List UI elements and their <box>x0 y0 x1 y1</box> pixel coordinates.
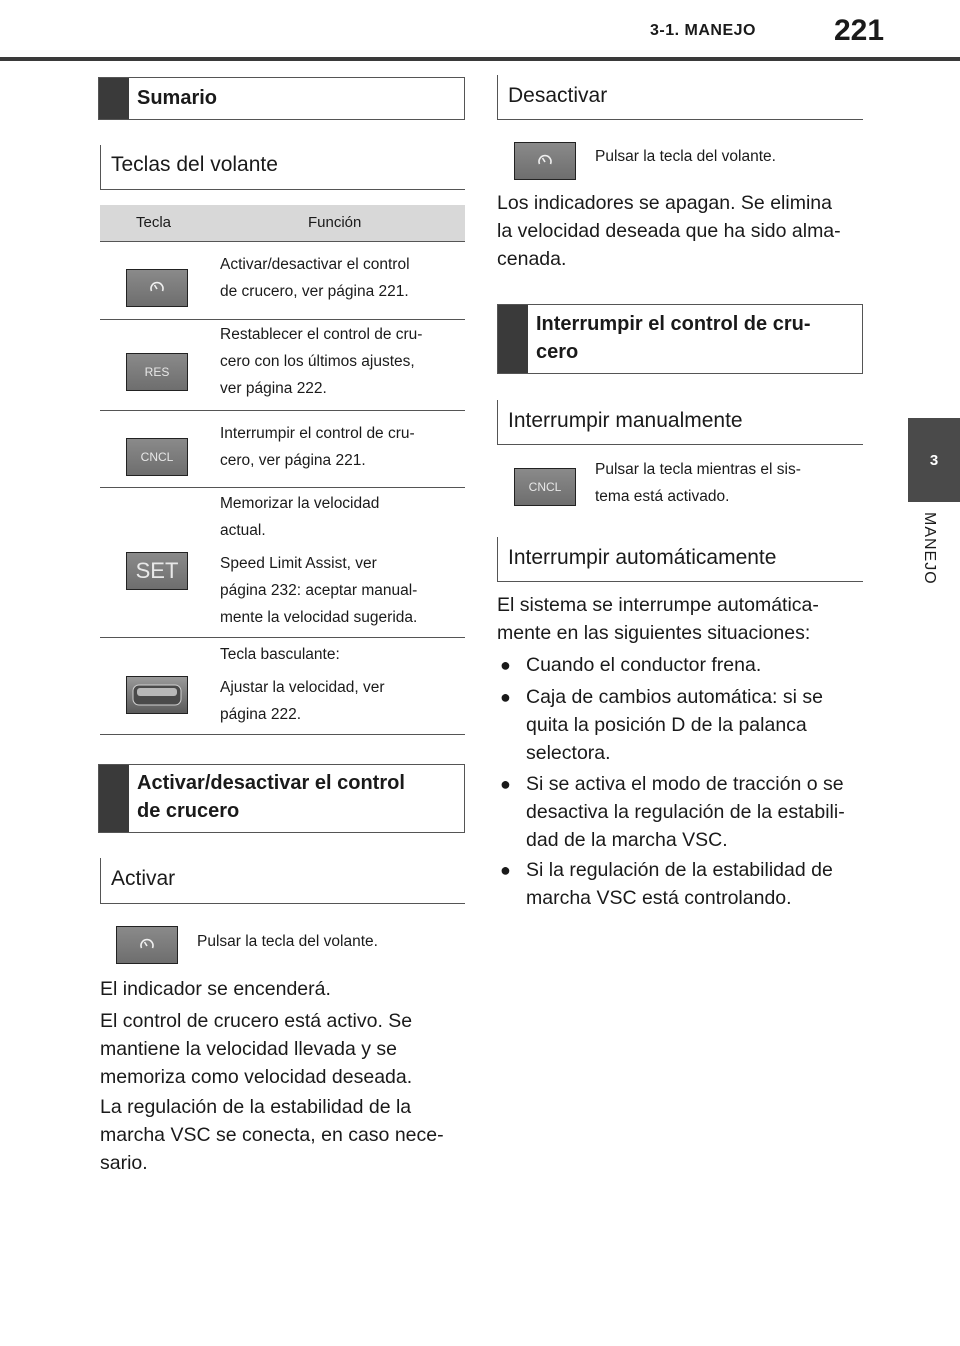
section-title: 3-1. MANEJO <box>650 22 756 39</box>
cell-line: Tecla basculante: <box>220 646 340 663</box>
list-item <box>500 651 845 679</box>
auto-intro <box>497 591 863 647</box>
paragraph-line: El sistema se interrumpe automática- <box>497 594 819 616</box>
interrupt-box <box>497 304 863 374</box>
table-cell-function <box>220 251 465 305</box>
cell-line: cero con los últimos ajustes, <box>220 353 415 370</box>
table-cell-function <box>220 420 465 474</box>
cell-line: Interrumpir el control de cru- <box>220 425 415 442</box>
paragraph <box>100 975 465 1003</box>
bullet-line: ● Si la regulación de la estabilidad de <box>526 859 833 881</box>
bullet-line: ● Caja de cambios automática: si se <box>526 686 823 708</box>
cell-line: Restablecer el control de cru- <box>220 326 423 343</box>
title-line: Interrumpir el control de cru- <box>536 313 811 335</box>
cncl-key <box>126 438 188 476</box>
set-key-label: SET <box>135 558 179 583</box>
col-header-key: Tecla <box>136 214 172 231</box>
auto-heading <box>497 537 863 582</box>
rocker-key <box>126 676 188 714</box>
cell-line: página 222. <box>220 706 302 723</box>
deactivate-title: Desactivar <box>508 84 608 107</box>
box-accent-bar <box>498 305 528 373</box>
bullet-line: desactiva la regulación de la estabili- <box>526 801 845 823</box>
table-cell-function <box>220 641 465 728</box>
paragraph-line: Los indicadores se apagan. Se elimina <box>497 192 832 214</box>
table-cell-function <box>220 490 465 631</box>
paragraph-line: mente en las siguientes situaciones: <box>497 622 811 644</box>
title-line: Activar/desactivar el control <box>137 772 405 794</box>
activate-heading <box>100 858 465 904</box>
interrupt-title <box>536 310 810 366</box>
paragraph-line: marcha VSC se conecta, en caso nece- <box>100 1124 444 1146</box>
paragraph-line: El indicador se encenderá. <box>100 978 331 1000</box>
paragraph <box>100 1007 465 1091</box>
instruction-line: tema está activado. <box>595 488 730 505</box>
title-line: de crucero <box>137 800 240 822</box>
bullet-line: dad de la marcha VSC. <box>526 829 728 851</box>
paragraph-line: El control de crucero está activo. Se <box>100 1010 413 1032</box>
cell-line: actual. <box>220 522 266 539</box>
row-divider <box>100 319 465 320</box>
res-key <box>126 353 188 391</box>
deactivate-key <box>514 142 576 180</box>
title-line: cero <box>536 341 579 363</box>
bullet-line: marcha VSC está controlando. <box>526 887 792 909</box>
manual-cncl-key-label: CNCL <box>528 480 562 494</box>
chapter-label: MANEJO <box>921 512 938 585</box>
table-cell-function <box>220 321 465 402</box>
rocker-switch-icon <box>131 682 183 708</box>
col-header-function: Función <box>308 214 362 231</box>
paragraph-line: cenada. <box>497 248 567 270</box>
cncl-key-label: CNCL <box>140 450 174 464</box>
chapter-tab[interactable] <box>908 418 960 502</box>
cell-line: cero, ver página 221. <box>220 452 366 469</box>
header-rule <box>0 57 960 61</box>
cruise-control-key <box>126 269 188 307</box>
paragraph <box>100 1093 465 1177</box>
auto-title: Interrumpir automáticamente <box>508 546 777 569</box>
cruise-control-icon <box>536 152 554 170</box>
manual-title: Interrumpir manualmente <box>508 409 743 432</box>
box-accent-bar <box>99 78 129 119</box>
activate-key <box>116 926 178 964</box>
paragraph-line: la velocidad deseada que ha sido alma- <box>497 220 841 242</box>
deactivate-instruction: Pulsar la tecla del volante. <box>595 148 776 165</box>
row-divider <box>100 734 465 735</box>
bullet-line: quita la posición D de la palanca <box>526 714 807 736</box>
cell-line: página 232: aceptar manual- <box>220 582 418 599</box>
cell-line: Speed Limit Assist, ver <box>220 555 377 572</box>
manual-instruction <box>595 456 801 510</box>
deactivate-paragraph <box>497 189 863 273</box>
row-divider <box>100 637 465 638</box>
res-key-label: RES <box>144 365 170 379</box>
summary-box <box>98 77 465 120</box>
paragraph-line: memoriza como velocidad deseada. <box>100 1066 413 1088</box>
paragraph-line: sario. <box>100 1152 148 1174</box>
bullet-line: ● Si se activa el modo de tracción o se <box>526 773 844 795</box>
paragraph-line: mantiene la velocidad llevada y se <box>100 1038 398 1060</box>
chapter-number: 3 <box>929 451 939 469</box>
cell-line: de crucero, ver página 221. <box>220 283 409 300</box>
cruise-control-icon <box>148 279 166 297</box>
deactivate-heading <box>497 75 863 120</box>
table-header <box>100 205 465 242</box>
cell-line: Activar/desactivar el control <box>220 256 410 273</box>
cell-line: ver página 222. <box>220 380 327 397</box>
instruction-line: Pulsar la tecla mientras el sis- <box>595 461 801 478</box>
manual-cncl-key <box>514 468 576 506</box>
cell-line: Memorizar la velocidad <box>220 495 380 512</box>
summary-title: Sumario <box>137 87 218 109</box>
bullet-line: selectora. <box>526 742 611 764</box>
activate-deactivate-title <box>137 769 405 825</box>
activate-title: Activar <box>111 867 176 890</box>
row-divider <box>100 410 465 411</box>
paragraph-line: La regulación de la estabilidad de la <box>100 1096 412 1118</box>
activate-deactivate-box <box>98 764 465 833</box>
bullet-line: ● Cuando el conductor frena. <box>526 654 762 676</box>
cell-line: mente la velocidad sugerida. <box>220 609 418 626</box>
box-accent-bar <box>99 765 129 832</box>
cruise-control-icon <box>138 936 156 954</box>
list-item <box>500 683 845 767</box>
row-divider <box>100 487 465 488</box>
list-item <box>500 770 845 854</box>
manual-heading <box>497 400 863 445</box>
set-key <box>126 552 188 590</box>
cell-line: Ajustar la velocidad, ver <box>220 679 385 696</box>
list-item <box>500 856 845 912</box>
activate-instruction: Pulsar la tecla del volante. <box>197 933 378 950</box>
page-number: 221 <box>834 14 885 47</box>
wheel-keys-heading <box>100 145 465 190</box>
wheel-keys-title: Teclas del volante <box>111 153 278 176</box>
